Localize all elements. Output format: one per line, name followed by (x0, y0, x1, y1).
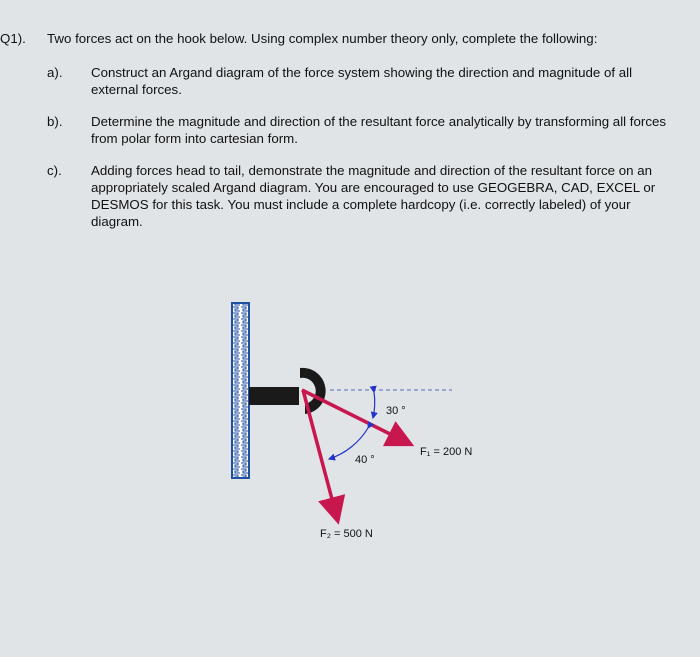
force-f2-arrow (303, 390, 337, 518)
part-a-text: Construct an Argand diagram of the force system showing the direction and magnitude of all external forces. (91, 65, 633, 97)
part-a-label: a). (47, 65, 63, 80)
f2-label: F₂ = 500 N (320, 528, 373, 540)
question-number: Q1). (0, 31, 26, 46)
part-b-label: b). (47, 114, 63, 129)
angle-arc-30 (373, 392, 375, 418)
angle-40-label: 40 ° (355, 454, 375, 466)
angle-30-label: 30 ° (386, 405, 406, 417)
hook (249, 368, 326, 414)
wall (232, 303, 249, 478)
part-b-text: Determine the magnitude and direction of the resultant force analytically by transforming all forces from polar form into cartesian form. (91, 114, 667, 146)
f1-label: F₁ = 200 N (420, 446, 473, 458)
part-c-text: Adding forces head to tail, demonstrate the magnitude and direction of the resultant force on an appropriately scaled Argand diagram. You are encouraged to use GEOGEBRA, CAD, EXCEL or DESMOS for this task. You must include a complete hardcopy (i.e. correctly labeled) of your diagram. (91, 163, 656, 229)
question-intro: Two forces act on the hook below. Using complex number theory only, complete the following: (47, 31, 598, 46)
part-c-label: c). (47, 163, 62, 178)
